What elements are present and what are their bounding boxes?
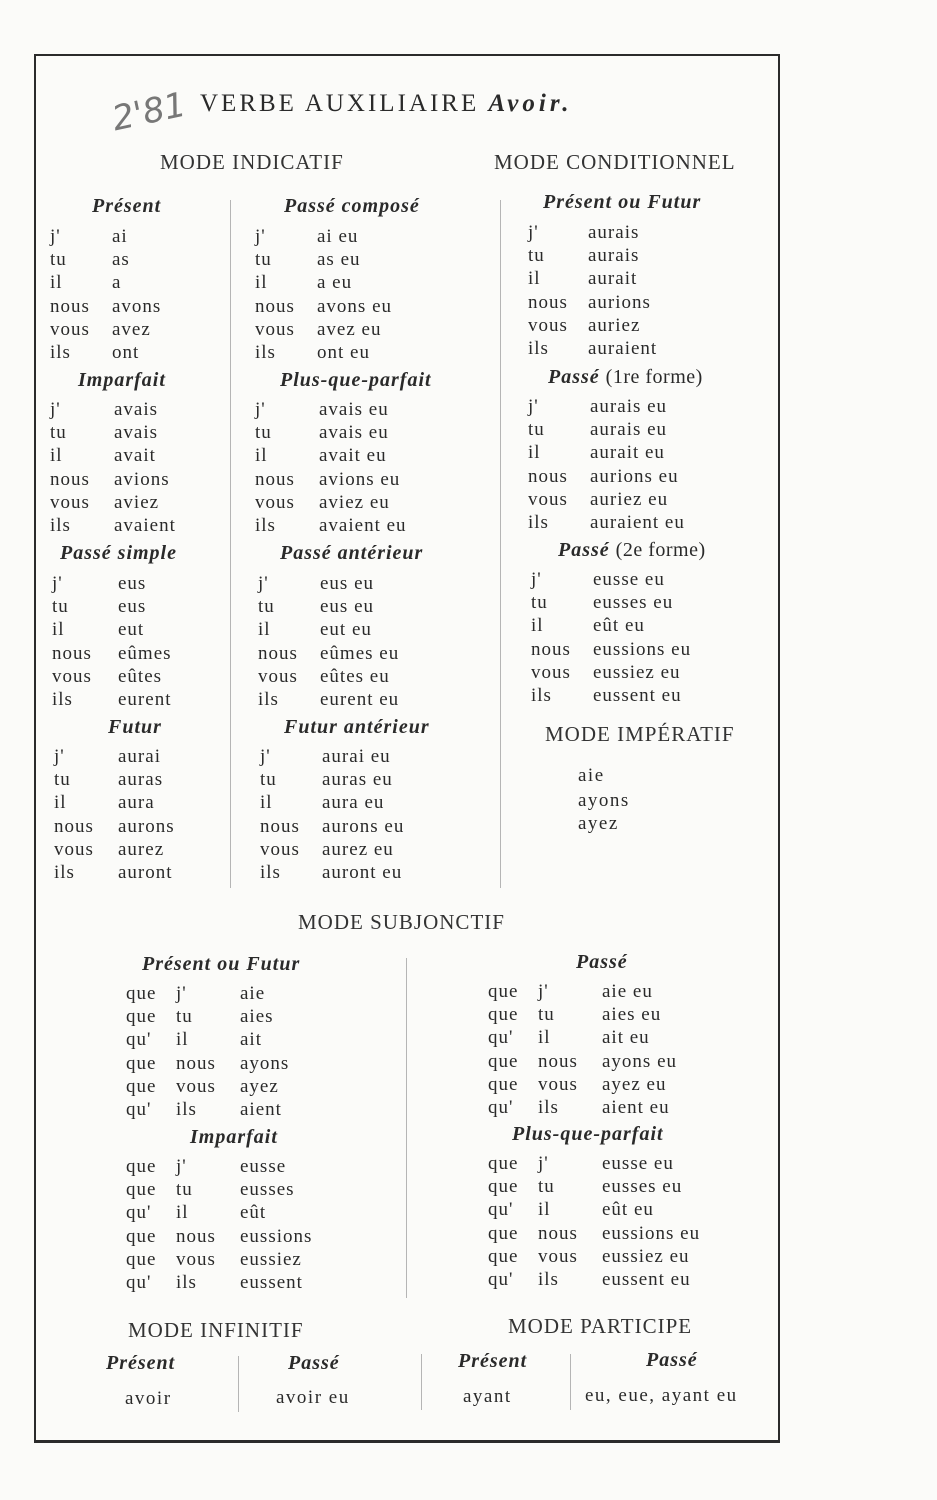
conjunction: que <box>126 1075 157 1097</box>
verb-form: avaient <box>114 514 176 536</box>
pronoun: vous <box>255 318 295 340</box>
handwritten-mark: 2'81 <box>108 84 190 140</box>
verb-form: aurait <box>588 268 638 290</box>
verb-form: eussent eu <box>602 1268 691 1290</box>
pronoun: ils <box>531 684 552 706</box>
pronoun: j' <box>538 981 549 1002</box>
pronoun: tu <box>52 596 69 618</box>
pronoun: tu <box>531 592 548 614</box>
pronoun: ils <box>255 514 276 536</box>
verb-form: avions eu <box>319 468 401 490</box>
verb-form: eus eu <box>320 596 375 618</box>
verb-form: aie eu <box>602 981 653 1002</box>
infinitif-passe-label: Passé <box>288 1352 340 1374</box>
verb-form: ait eu <box>602 1027 650 1049</box>
verb-form: eût eu <box>602 1199 654 1221</box>
pronoun: ils <box>528 511 549 533</box>
verb-form: eût eu <box>593 615 645 637</box>
pronoun: tu <box>528 419 545 441</box>
tense-passe-simple: Passé simple <box>60 542 177 564</box>
verb-form: eût <box>240 1202 267 1224</box>
conjunction: que <box>488 1153 519 1174</box>
pronoun: ils <box>258 688 279 710</box>
tense-passe-compose: Passé composé <box>284 195 420 217</box>
verb-form: avaient eu <box>319 514 407 536</box>
verb-form: aurez eu <box>322 838 394 860</box>
tense-subj-passe: Passé <box>576 951 628 973</box>
pronoun: j' <box>54 746 65 767</box>
pronoun: il <box>538 1027 551 1049</box>
pronoun: tu <box>176 1006 193 1028</box>
tense-cond-passe2: Passé (2e forme) <box>558 539 706 561</box>
verb-form: auriez <box>588 314 641 336</box>
pronoun: j' <box>255 399 266 420</box>
verb-form: avions <box>114 468 170 490</box>
pronoun: j' <box>258 573 269 594</box>
verb-form: aurez <box>118 838 165 860</box>
verb-form: auras <box>118 769 164 791</box>
tense-imparfait: Imparfait <box>78 369 166 391</box>
verb-form: aies <box>240 1006 274 1028</box>
pronoun: il <box>176 1202 189 1224</box>
verb-form: eus <box>118 573 147 594</box>
pronoun: vous <box>528 314 568 336</box>
pronoun: tu <box>258 596 275 618</box>
conjunction: que <box>488 1004 519 1026</box>
verb-form: eus <box>118 596 147 618</box>
verb-form: as <box>112 249 130 271</box>
verb-form: avais eu <box>319 399 389 420</box>
pronoun: tu <box>176 1179 193 1201</box>
verb-form: aurait eu <box>590 442 665 464</box>
pronoun: nous <box>255 468 295 490</box>
pronoun: nous <box>538 1050 578 1072</box>
tense-subj-imparfait: Imparfait <box>190 1126 278 1148</box>
verb-form: aurons eu <box>322 815 405 837</box>
pronoun: vous <box>176 1248 216 1270</box>
pronoun: j' <box>176 983 187 1004</box>
column-divider <box>230 200 231 888</box>
pronoun: j' <box>528 396 539 417</box>
pronoun: ils <box>528 337 549 359</box>
verb-form: eussiez <box>240 1248 302 1270</box>
tense-cond-passe1: Passé (1re forme) <box>548 366 703 388</box>
pronoun: j' <box>538 1153 549 1174</box>
heading-participe: MODE PARTICIPE <box>508 1314 693 1338</box>
pronoun: vous <box>54 838 94 860</box>
verb-form: avez <box>112 318 151 340</box>
conjunction: qu' <box>488 1096 514 1118</box>
verb-form: aviez eu <box>319 491 390 513</box>
pronoun: il <box>52 619 65 641</box>
pronoun: il <box>528 442 541 464</box>
verb-form: auras eu <box>322 769 393 791</box>
pronoun: vous <box>538 1073 578 1095</box>
heading-imperatif: MODE IMPÉRATIF <box>545 722 735 746</box>
verb-form: eusses <box>240 1179 295 1201</box>
verb-form: ayons <box>240 1052 290 1074</box>
verb-form: avons <box>112 295 162 317</box>
tense-passe-anterieur: Passé antérieur <box>280 542 424 564</box>
pronoun: nous <box>255 295 295 317</box>
conjunction: que <box>126 1225 157 1247</box>
pronoun: ils <box>52 688 73 710</box>
pronoun: il <box>176 1029 189 1051</box>
verb-form: aurai eu <box>322 746 391 767</box>
pronoun: ils <box>54 861 75 883</box>
pronoun: tu <box>528 245 545 267</box>
verb-form: eussions eu <box>593 638 692 660</box>
pronoun: j' <box>50 226 61 247</box>
pronoun: nous <box>52 642 92 664</box>
verb-form: eurent <box>118 688 172 710</box>
pronoun: ils <box>538 1268 559 1290</box>
pronoun: vous <box>50 491 90 513</box>
pronoun: j' <box>52 573 63 594</box>
pronoun: ils <box>538 1096 559 1118</box>
imperatif-item: ayons <box>578 790 630 811</box>
pronoun: ils <box>50 341 71 363</box>
conjunction: qu' <box>488 1027 514 1049</box>
verb-form: eussions eu <box>602 1222 701 1244</box>
verb-form: auront <box>118 861 173 883</box>
pronoun: tu <box>538 1176 555 1198</box>
verb-form: aurais eu <box>590 396 668 417</box>
pronoun: tu <box>50 249 67 271</box>
conjunction: que <box>488 981 519 1002</box>
tense-present: Présent <box>92 195 162 217</box>
tense-cond-present: Présent ou Futur <box>543 191 702 213</box>
pronoun: il <box>260 792 273 814</box>
pronoun: tu <box>50 422 67 444</box>
verb-form: avait <box>114 445 156 467</box>
pronoun: nous <box>531 638 571 660</box>
verb-form: eurent eu <box>320 688 400 710</box>
conjunction: que <box>126 1179 157 1201</box>
verb-form: aies eu <box>602 1004 662 1026</box>
heading-conditionnel: MODE CONDITIONNEL <box>494 150 736 174</box>
conjunction: que <box>488 1245 519 1267</box>
verb-form: aurais <box>588 222 640 243</box>
verb-form: auraient <box>588 337 658 359</box>
pronoun: vous <box>176 1075 216 1097</box>
column-divider <box>406 958 407 1298</box>
verb-form: eus eu <box>320 573 375 594</box>
verb-form: eusses eu <box>593 592 674 614</box>
verb-form: auront eu <box>322 861 403 883</box>
conjunction: que <box>126 1052 157 1074</box>
participe-passe-value: eu, eue, ayant eu <box>585 1385 738 1406</box>
tense-futur: Futur <box>108 716 162 738</box>
verb-form: ai eu <box>317 226 359 247</box>
verb-form: eûtes eu <box>320 665 390 687</box>
verb-form: aurions <box>588 291 651 313</box>
pronoun: vous <box>258 665 298 687</box>
pronoun: il <box>538 1199 551 1221</box>
infinitif-passe-value: avoir eu <box>276 1387 350 1408</box>
verb-form: aurions eu <box>590 465 679 487</box>
verb-form: avais <box>114 422 159 444</box>
verb-form: eusse eu <box>602 1153 674 1174</box>
tense-plus-que-parfait: Plus-que-parfait <box>280 369 432 391</box>
conjunction: qu' <box>126 1029 152 1051</box>
tense-subj-present: Présent ou Futur <box>142 953 301 975</box>
verb-form: eussent <box>240 1271 303 1293</box>
pronoun: j' <box>50 399 61 420</box>
verb-form: eusse eu <box>593 569 665 590</box>
verb-form: avons eu <box>317 295 393 317</box>
verb-form: aie <box>240 983 266 1004</box>
infinitif-present-label: Présent <box>106 1352 176 1374</box>
pronoun: ils <box>176 1098 197 1120</box>
tense-futur-anterieur: Futur antérieur <box>284 716 430 738</box>
pronoun: nous <box>176 1052 216 1074</box>
heading-indicatif: MODE INDICATIF <box>160 150 344 174</box>
verb-form: ai <box>112 226 128 247</box>
pronoun: nous <box>538 1222 578 1244</box>
heading-infinitif: MODE INFINITIF <box>128 1318 304 1342</box>
pronoun: tu <box>54 769 71 791</box>
pronoun: ils <box>50 514 71 536</box>
conjunction: que <box>488 1073 519 1095</box>
tense-subj-plus-que-parfait: Plus-que-parfait <box>512 1123 664 1145</box>
pronoun: ils <box>176 1271 197 1293</box>
pronoun: vous <box>50 318 90 340</box>
pronoun: il <box>528 268 541 290</box>
verb-form: avais eu <box>319 422 389 444</box>
conjunction: qu' <box>126 1271 152 1293</box>
pronoun: il <box>50 272 63 294</box>
pronoun: tu <box>260 769 277 791</box>
pronoun: nous <box>528 465 568 487</box>
participe-present-label: Présent <box>458 1350 528 1372</box>
pronoun: nous <box>258 642 298 664</box>
verb-form: aviez <box>114 491 160 513</box>
pronoun: tu <box>255 249 272 271</box>
pronoun: tu <box>255 422 272 444</box>
verb-form: as eu <box>317 249 361 271</box>
pronoun: il <box>255 272 268 294</box>
pronoun: il <box>258 619 271 641</box>
pronoun: j' <box>260 746 271 767</box>
conjunction: que <box>126 1248 157 1270</box>
verb-form: ayez eu <box>602 1073 667 1095</box>
conjunction: qu' <box>488 1199 514 1221</box>
pronoun: ils <box>260 861 281 883</box>
conjunction: que <box>126 983 157 1004</box>
pronoun: j' <box>531 569 542 590</box>
page-title <box>200 90 572 118</box>
verb-form: aurai <box>118 746 161 767</box>
pronoun: nous <box>50 295 90 317</box>
verb-form: aurons <box>118 815 175 837</box>
pronoun: il <box>54 792 67 814</box>
verb-form: eusses eu <box>602 1176 683 1198</box>
conjunction: que <box>488 1176 519 1198</box>
column-divider <box>421 1354 422 1410</box>
verb-form: eûmes <box>118 642 172 664</box>
participe-passe-label: Passé <box>646 1349 698 1371</box>
verb-form: ait <box>240 1029 262 1051</box>
pronoun: il <box>50 445 63 467</box>
verb-form: eûmes eu <box>320 642 400 664</box>
verb-form: auraient eu <box>590 511 685 533</box>
conjunction: qu' <box>126 1202 152 1224</box>
conjunction: que <box>126 1156 157 1177</box>
verb-form: aient <box>240 1098 282 1120</box>
pronoun: vous <box>531 661 571 683</box>
pronoun: vous <box>260 838 300 860</box>
pronoun: tu <box>538 1004 555 1026</box>
pronoun: j' <box>255 226 266 247</box>
pronoun: nous <box>50 468 90 490</box>
verb-form: eut eu <box>320 619 372 641</box>
pronoun: vous <box>538 1245 578 1267</box>
verb-form: eûtes <box>118 665 163 687</box>
pronoun: j' <box>528 222 539 243</box>
verb-form: eussent eu <box>593 684 682 706</box>
verb-form: ont <box>112 341 140 363</box>
infinitif-present-value: avoir <box>125 1388 172 1409</box>
verb-form: eusse <box>240 1156 287 1177</box>
column-divider <box>570 1354 571 1410</box>
participe-present-value: ayant <box>463 1386 512 1407</box>
pronoun: il <box>531 615 544 637</box>
verb-form: eussiez eu <box>602 1245 690 1267</box>
title-prefix: VERBE AUXILIAIRE <box>200 90 480 117</box>
conjunction: que <box>488 1222 519 1244</box>
conjunction: qu' <box>488 1268 514 1290</box>
column-divider <box>238 1356 239 1412</box>
pronoun: vous <box>528 488 568 510</box>
title-verb: Avoir. <box>488 90 573 117</box>
verb-form: eut <box>118 619 145 641</box>
verb-form: avait eu <box>319 445 387 467</box>
verb-form: eussiez eu <box>593 661 681 683</box>
verb-form: a <box>112 272 122 294</box>
verb-form: aurais eu <box>590 419 668 441</box>
pronoun: j' <box>176 1156 187 1177</box>
pronoun: vous <box>255 491 295 513</box>
pronoun: nous <box>528 291 568 313</box>
verb-form: ayez <box>240 1075 279 1097</box>
pronoun: nous <box>260 815 300 837</box>
column-divider <box>500 200 501 888</box>
verb-form: a eu <box>317 272 353 294</box>
verb-form: auriez eu <box>590 488 669 510</box>
imperatif-item: ayez <box>578 813 619 834</box>
conjunction: que <box>126 1006 157 1028</box>
pronoun: vous <box>52 665 92 687</box>
verb-form: avez eu <box>317 318 382 340</box>
verb-form: ont eu <box>317 341 370 363</box>
pronoun: nous <box>54 815 94 837</box>
conjunction: que <box>488 1050 519 1072</box>
pronoun: il <box>255 445 268 467</box>
conjunction: qu' <box>126 1098 152 1120</box>
verb-form: ayons eu <box>602 1050 678 1072</box>
verb-form: eussions <box>240 1225 313 1247</box>
pronoun: nous <box>176 1225 216 1247</box>
verb-form: aura eu <box>322 792 385 814</box>
verb-form: aurais <box>588 245 640 267</box>
verb-form: aura <box>118 792 155 814</box>
heading-subjonctif: MODE SUBJONCTIF <box>298 910 505 934</box>
verb-form: avais <box>114 399 159 420</box>
verb-form: aient eu <box>602 1096 670 1118</box>
imperatif-item: aie <box>578 765 605 786</box>
pronoun: ils <box>255 341 276 363</box>
